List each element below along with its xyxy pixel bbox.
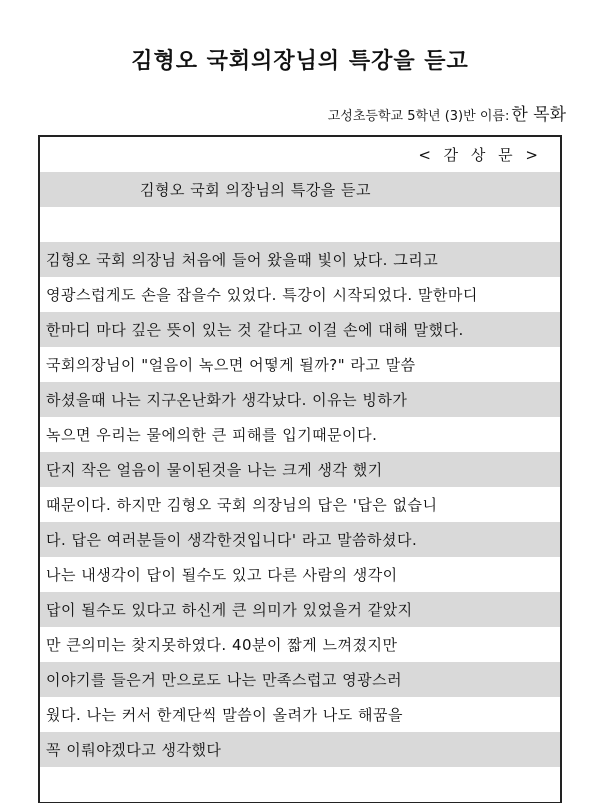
essay-line-text: 만 큰의미는 찾지못하였다. 40분이 짧게 느껴졌지만: [46, 636, 398, 654]
essay-label: < 감 상 문 >: [418, 146, 542, 164]
essay-line-text: 웠다. 나는 커서 한계단씩 말씀이 올려가 나도 해꿈을: [46, 706, 403, 724]
student-info-label: 고성초등학교 5학년 (3)반 이름:: [327, 109, 510, 124]
essay-line-text: 한마디 마다 깊은 뜻이 있는 것 같다고 이걸 손에 대해 말했다.: [46, 321, 464, 339]
student-info: [328, 100, 566, 125]
blank-row: [40, 207, 560, 242]
essay-line-text: 국회의장님이 "얼음이 녹으면 어떻게 될까?" 라고 말씀: [46, 356, 416, 374]
essay-line: [40, 312, 560, 347]
essay-line: [40, 277, 560, 312]
essay-line-text: 김형오 국회 의장님 처음에 들어 왔을때 빛이 났다. 그리고: [46, 251, 439, 269]
essay-line: [40, 417, 560, 452]
essay-label-row: [40, 137, 560, 172]
essay-title-row: [40, 172, 560, 207]
essay-line: [40, 487, 560, 522]
essay-line: [40, 697, 560, 732]
essay-line: [40, 452, 560, 487]
essay-sheet: [38, 135, 562, 803]
essay-line-text: 이야기를 들은거 만으로도 나는 만족스럽고 영광스러: [46, 671, 403, 689]
essay-line: [40, 242, 560, 277]
essay-line: [40, 627, 560, 662]
page-title: 김형오 국회의장님의 특강을 듣고: [131, 49, 469, 74]
essay-line: [40, 347, 560, 382]
essay-line: [40, 557, 560, 592]
essay-title: 김형오 국회 의장님의 특강을 듣고: [140, 181, 371, 199]
essay-line: [40, 592, 560, 627]
essay-line-text: 하셨을때 나는 지구온난화가 생각났다. 이유는 빙하가: [46, 391, 408, 409]
blank-row: [40, 767, 560, 802]
essay-line: [40, 522, 560, 557]
essay-line-text: 꼭 이뤄야겠다고 생각했다: [46, 741, 222, 759]
essay-line-text: 답이 될수도 있다고 하신게 큰 의미가 있었을거 같았지: [46, 601, 413, 619]
essay-line: [40, 382, 560, 417]
essay-line-text: 때문이다. 하지만 김형오 국회 의장님의 답은 '답은 없습니: [46, 496, 438, 514]
essay-line-text: 녹으면 우리는 물에의한 큰 피해를 입기때문이다.: [46, 426, 378, 444]
essay-line: [40, 732, 560, 767]
essay-line: [40, 662, 560, 697]
essay-line-text: 단지 작은 얼음이 물이된것을 나는 크게 생각 했기: [46, 461, 383, 479]
essay-line-text: 나는 내생각이 답이 될수도 있고 다른 사람의 생각이: [46, 566, 398, 584]
student-name: 한 목화: [511, 105, 566, 125]
essay-line-text: 다. 답은 여러분들이 생각한것입니다' 라고 말씀하셨다.: [46, 531, 418, 549]
essay-line-text: 영광스럽게도 손을 잡을수 있었다. 특강이 시작되었다. 말한마디: [46, 286, 478, 304]
